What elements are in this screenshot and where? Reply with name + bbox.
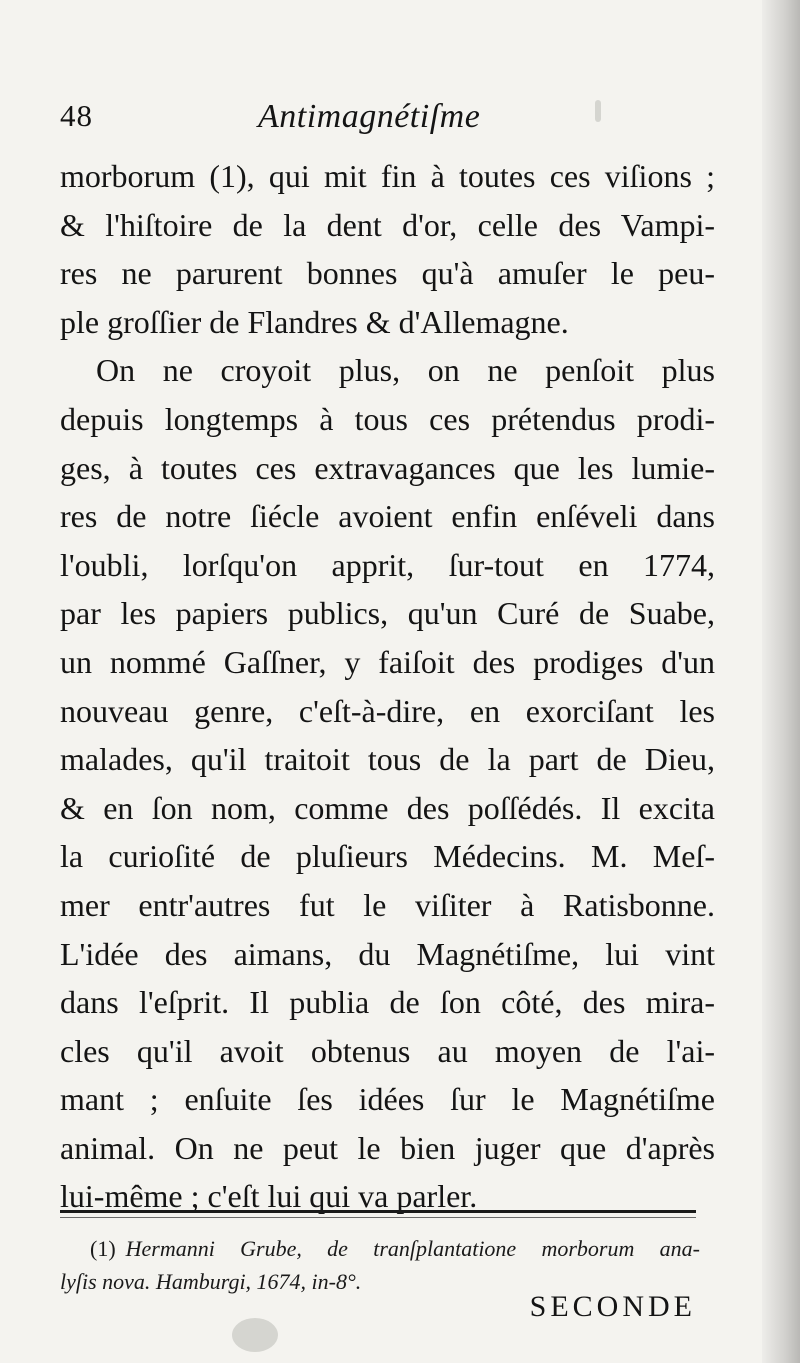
text-line: mer entr'autres fut le viſiter à Ratisbonne. (60, 886, 715, 923)
text-line: ges, à toutes ces extravagances que les lumie- (60, 449, 715, 486)
text-line: cles qu'il avoit obtenus au moyen de l'ai- (60, 1032, 715, 1069)
footnote-marker: (1) (90, 1236, 116, 1261)
text-line: l'oubli, lorſqu'on apprit, ſur-tout en 1774, (60, 546, 715, 583)
running-head (60, 98, 700, 142)
page-number: 48 (60, 98, 93, 133)
text-line: un nommé Gaſſner, y faiſoit des prodiges d'un (60, 643, 715, 680)
catchword: SECONDE (529, 1290, 696, 1323)
text-line: mant ; enſuite ſes idées ſur le Magnétiſme (60, 1081, 715, 1118)
footnote-line: lyſis nova. Hamburgi, 1674, in-8°. (60, 1269, 362, 1294)
text-line: res ne parurent bonnes qu'à amuſer le peu- (60, 255, 715, 292)
text-line: la curioſité de pluſieurs Médecins. M. Meſ- (60, 838, 715, 875)
text-line: ple groſſier de Flandres & d'Allemagne. (60, 303, 569, 340)
running-title: Antimagnétiſme (258, 98, 481, 135)
text-line: malades, qu'il traitoit tous de la part de Dieu, (60, 741, 715, 778)
text-line: animal. On ne peut le bien juger que d'après (60, 1129, 715, 1166)
text-line: & en ſon nom, comme des poſſédés. Il excita (60, 789, 715, 826)
text-line: res de notre ſiécle avoient enfin enſéveli dans (60, 498, 715, 535)
footnote (60, 1232, 700, 1298)
footnote-text: Hermanni Grube, de tranſplantatione morborum ana- (125, 1236, 700, 1261)
text-line: On ne croyoit plus, on ne penſoit plus (96, 352, 715, 389)
text-line: & l'hiſtoire de la dent d'or, celle des Vampi- (60, 206, 715, 243)
body-text (60, 152, 715, 1221)
footnote-line (60, 1232, 700, 1265)
paper-stain (232, 1318, 278, 1352)
text-line: L'idée des aimans, du Magnétiſme, lui vint (60, 935, 715, 972)
text-line: par les papiers publics, qu'un Curé de Suabe, (60, 595, 715, 632)
text-line: depuis longtemps à tous ces prétendus prodi- (60, 400, 715, 437)
text-line: morborum (1), qui mit fin à toutes ces viſions ; (60, 158, 715, 194)
text-line: dans l'eſprit. Il publia de ſon côté, des mira- (60, 984, 715, 1021)
text-line: lui-même ; c'eſt lui qui va parler. (60, 1178, 478, 1215)
footnote-rule-thin (60, 1217, 696, 1218)
text-line: nouveau genre, c'eſt-à-dire, en exorciſant les (60, 692, 715, 729)
page-edge-shadow (762, 0, 800, 1363)
footnote-rule (60, 1210, 696, 1213)
